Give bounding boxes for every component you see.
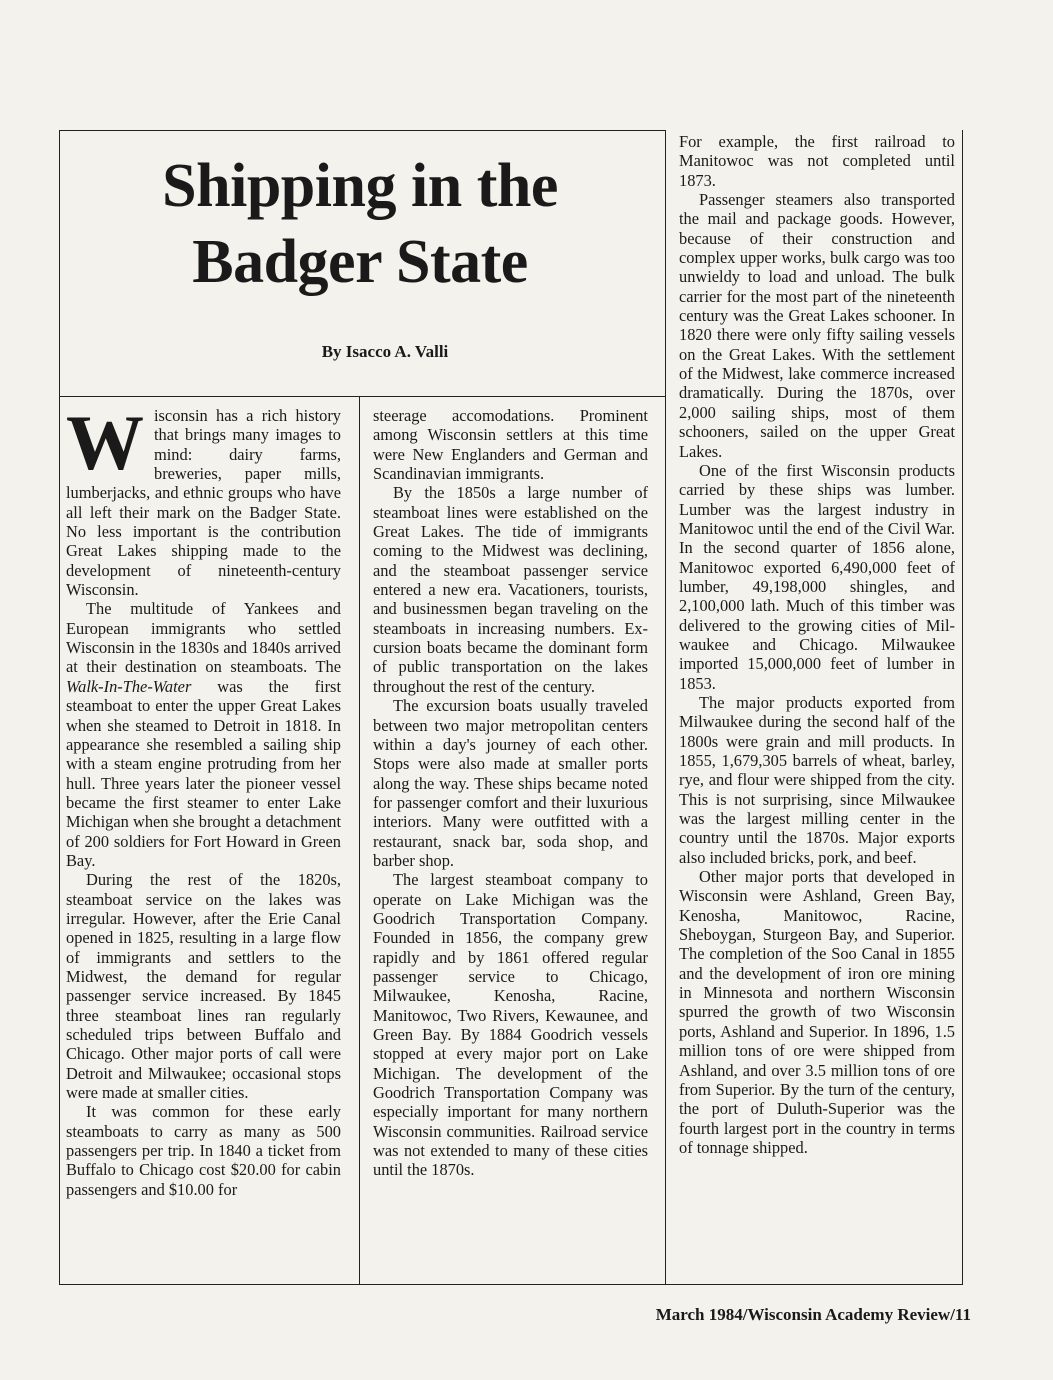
article-title <box>60 148 660 300</box>
frame-col3-left-rule <box>665 130 666 1285</box>
paragraph-text: The multitude of Yankees and European immigrants who settled Wisconsin in the 1830s and 1840s arrived at their destination on steamboats. The <box>66 599 341 677</box>
paragraph: Passenger steamers also transported the mail and package goods. However, because of their construction and complex upper works, bulk cargo was too unwieldy to load and unload. The bulk carrier for the most part of the nineteenth century was the Great Lakes schooner. In 1820 there were only fifty sailing vessels on the Great Lakes. With the settlement of the Midwest, lake commerce increased dramatically. During the 1870s, over 2,000 sailing ships, most of them schooners, sailed on the upper Great Lakes. <box>679 190 955 461</box>
frame-col-divider-rule <box>359 396 360 1285</box>
paragraph: The largest steamboat company to operate on Lake Michigan was the Goodrich Transportation Company. Founded in 1856, the company grew rapidly and by 1861 offered regular passenger service to Chicago, Milwaukee, Kenosha, Racine, Manitowoc, Two Rivers, Kewaunee, and Green Bay. By 1884 Goodrich vessels stopped at every major port on Lake Michigan. The development of the Goodrich Transportation Company was especially important for many northern Wisconsin communities. Railroad service was not extended to many of these cities until the 1870s. <box>373 870 648 1180</box>
paragraph: For example, the first railroad to Manitowoc was not completed until 1873. <box>679 132 955 190</box>
article-column-3 <box>679 132 955 1157</box>
frame-title-bottom-rule <box>59 396 665 397</box>
page-folio: March 1984/Wisconsin Academy Review/11 <box>655 1305 971 1324</box>
paragraph: The excursion boats usually traveled between two major metropolitan centers within a day's journey of each other. Stops were also made at smaller ports along the way. These ships became noted for passenger comfort and their luxurious interiors. Many were outfitted with a restaurant, snack bar, soda shop, and barber shop. <box>373 696 648 870</box>
title-line-1: Shipping in the <box>162 152 558 220</box>
paragraph <box>66 399 341 600</box>
frame-col1-left-rule <box>59 396 60 1285</box>
paragraph: By the 1850s a large number of steamboat lines were established on the Great Lakes. The tide of immigrants coming to the Midwest was declining, and the steamboat passenger service entered a new era. Vacationers, tourists, and businessmen began traveling on the steamboats in increasing numbers. Excursion boats became the dominant form of public transportation on the lakes throughout the rest of the century. <box>373 483 648 696</box>
frame-top-rule <box>59 130 665 131</box>
paragraph: Other major ports that developed in Wisconsin were Ashland, Green Bay, Kenosha, Manitowoc, Racine, Sheboygan, Sturgeon Bay, and Superior. The completion of the Soo Canal in 1855 and the development of iron ore mining in Minnesota and northern Wisconsin spurred the growth of two Wisconsin ports, Ashland and Superior. In 1896, 1.5 million tons of ore were shipped from Ashland, and over 3.5 million tons of ore from Superior. By the turn of the century, the port of Duluth-Superior was the fourth largest port in the country in terms of tonnage shipped. <box>679 867 955 1157</box>
paragraph: steerage accomodations. Prominent among Wisconsin settlers at this time were New Englanders and German and Scandinavian immigrants. <box>373 406 648 484</box>
drop-cap: W <box>66 399 144 486</box>
paragraph: The major products exported from Milwaukee during the second half of the 1800s were grain and mill products. In 1855, 1,679,305 barrels of wheat, barley, rye, and flour were shipped from the city. This is not surprising, since Milwaukee was the largest milling center in the country until the 1870s. Major exports also included bricks, pork, and beef. <box>679 692 955 867</box>
frame-right-rule <box>962 130 963 1285</box>
ship-name: Walk-In-The-Water <box>66 676 192 696</box>
paragraph: One of the first Wisconsin products carried by these ships was lumber. Lumber was the largest industry in Manitowoc until the end of the Civil War. In the second quarter of 1856 alone, Manitowoc exported 6,490,000 feet of lumber, 49,198,000 shingles, and 2,100,000 lath. Much of this timber was delivered to the growing cities of Milwaukee and Chicago. Milwaukee imported 15,000,000 feet of lumber in 1853. <box>679 460 955 693</box>
article-column-2 <box>373 406 648 1180</box>
frame-bottom-rule <box>59 1284 963 1285</box>
title-line-2: Badger State <box>192 228 528 296</box>
paragraph: During the rest of the 1820s, steamboat service on the lakes was irregular. However, after the Erie Canal opened in 1825, resulting in a large flow of immigrants and settlers to the Midwest, the demand for regular passenger service increased. By 1845 three steamboat lines ran regularly scheduled trips between Buffalo and Chicago. Other major ports of call were Detroit and Milwaukee; occasional stops were made at smaller cities. <box>66 870 341 1103</box>
paragraph-text: was the first steamboat to enter the upper Great Lakes when she steamed to Detroit in 1818. In appearance she resembled a sailing ship with a steam engine protruding from her hull. Three years later the pioneer vessel became the first steamer to enter Lake Michigan when she brought a detachment of 200 soldiers for Fort Howard in Green Bay. <box>66 676 341 870</box>
paragraph-text: isconsin has a rich history that brings many images to mind: dairy farms, breweries, paper mills, lumberjacks, and ethnic groups who have all left their mark on the Badger State. No less important is the contribution Great Lakes shipping made to the development of nineteenth-century Wisconsin. <box>66 406 341 600</box>
article-byline: By Isacco A. Valli <box>321 342 449 361</box>
article-column-1 <box>66 399 341 1199</box>
paragraph <box>66 599 341 870</box>
paragraph: It was common for these early steamboats to carry as many as 500 passengers per trip. In 1840 a ticket from Buffalo to Chicago cost $20.00 for cabin passengers and $10.00 for <box>66 1102 341 1199</box>
